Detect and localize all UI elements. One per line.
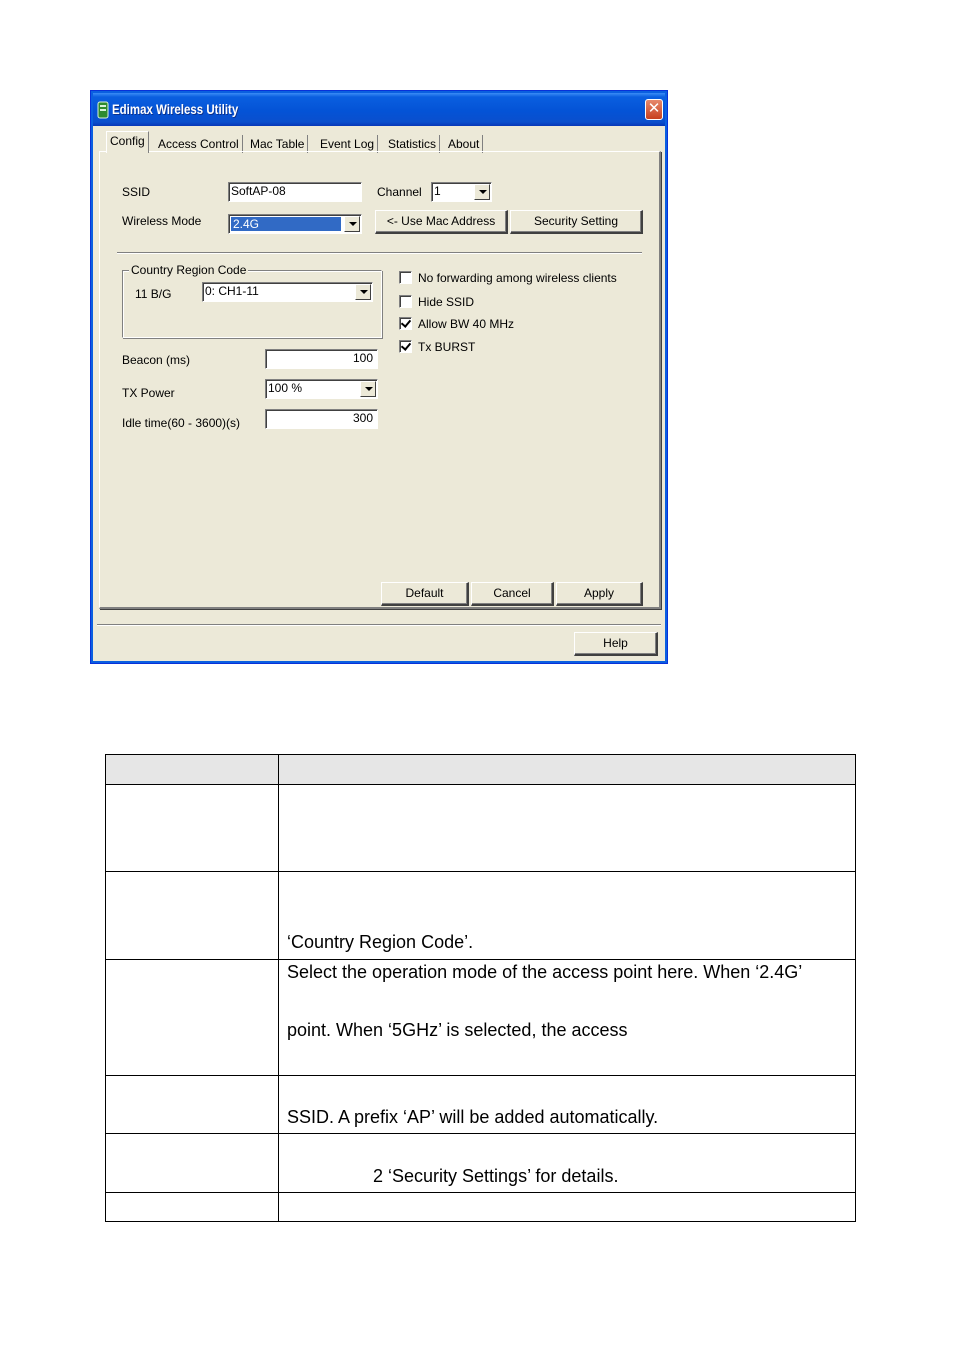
- title-bar[interactable]: [93, 93, 665, 126]
- table-header-cell: [106, 755, 279, 785]
- wireless-mode-value: 2.4G: [231, 217, 341, 231]
- table-item-cell: [106, 960, 279, 1076]
- table-row: [106, 872, 856, 960]
- cancel-button[interactable]: Cancel: [471, 582, 554, 606]
- table-description-cell: [279, 872, 856, 960]
- wireless-utility-window: [90, 90, 668, 664]
- tx-power-label: TX Power: [122, 386, 175, 400]
- table-item-cell: [106, 785, 279, 872]
- table-header-cell: [279, 755, 856, 785]
- channel-label: Channel: [377, 185, 422, 199]
- table-row: [106, 1134, 856, 1193]
- region-value: 0: CH1-11: [205, 284, 259, 298]
- allow-bw-40-checkbox[interactable]: [399, 317, 412, 330]
- chevron-down-icon[interactable]: [360, 381, 376, 397]
- idle-time-input[interactable]: 300: [265, 409, 378, 429]
- description-table: [105, 754, 856, 1222]
- window-client-area: [94, 126, 664, 660]
- table-text-line: 2 ‘Security Settings’ for details.: [373, 1166, 619, 1186]
- wireless-mode-label: Wireless Mode: [122, 214, 202, 228]
- ssid-input[interactable]: SoftAP-08: [228, 182, 362, 202]
- country-region-group: [122, 263, 382, 338]
- channel-select[interactable]: [431, 182, 492, 202]
- use-mac-address-button[interactable]: <- Use Mac Address: [375, 210, 508, 234]
- tab-about[interactable]: About: [445, 135, 483, 153]
- chevron-down-icon[interactable]: [355, 284, 371, 300]
- tab-config[interactable]: Config: [106, 131, 149, 153]
- hide-ssid-label: Hide SSID: [418, 295, 475, 309]
- table-text-line: point. When ‘5GHz’ is selected, the access: [287, 1020, 628, 1040]
- tx-burst-checkbox[interactable]: [399, 340, 412, 353]
- default-button[interactable]: Default: [381, 582, 469, 606]
- config-panel: [99, 151, 661, 609]
- wifi-app-icon: [97, 101, 109, 119]
- window-title: Edimax Wireless Utility: [112, 101, 239, 117]
- channel-value: 1: [434, 184, 441, 198]
- separator: [117, 252, 642, 254]
- table-description-cell: [279, 1134, 856, 1193]
- tx-power-value: 100 %: [268, 381, 303, 395]
- table-header-row: [106, 755, 856, 785]
- tx-power-select[interactable]: [265, 379, 378, 399]
- table-item-cell: [106, 1076, 279, 1134]
- tab-statistics[interactable]: Statistics: [385, 135, 440, 153]
- table-text-line: SSID. A prefix ‘AP’ will be added automatically.: [287, 1107, 659, 1127]
- beacon-input[interactable]: 100: [265, 349, 378, 369]
- security-setting-button[interactable]: Security Setting: [510, 210, 643, 234]
- allow-bw-40-label: Allow BW 40 MHz: [418, 317, 515, 331]
- table-row: [106, 785, 856, 872]
- table-row: [106, 1193, 856, 1222]
- chevron-down-icon[interactable]: [344, 216, 360, 232]
- country-region-legend: Country Region Code: [131, 263, 247, 277]
- close-icon[interactable]: ✕: [645, 99, 663, 120]
- table-description-cell: [279, 960, 856, 1076]
- tx-burst-label: Tx BURST: [418, 340, 476, 354]
- hide-ssid-checkbox[interactable]: [399, 295, 412, 308]
- idle-time-label: Idle time(60 - 3600)(s): [122, 416, 241, 430]
- table-text-line: Select the operation mode of the access point here. When ‘2.4G’: [287, 962, 803, 982]
- tab-event-log[interactable]: Event Log: [317, 135, 378, 153]
- ssid-label: SSID: [122, 185, 151, 199]
- apply-button[interactable]: Apply: [556, 582, 643, 606]
- band-label: 11 B/G: [135, 287, 172, 301]
- table-text-line: ‘Country Region Code’.: [287, 932, 474, 952]
- table-item-cell: [106, 1134, 279, 1193]
- region-select[interactable]: [202, 282, 373, 302]
- table-description-cell: [279, 785, 856, 872]
- help-button[interactable]: Help: [574, 632, 658, 656]
- chevron-down-icon[interactable]: [474, 184, 490, 200]
- table-description-cell: [279, 1193, 856, 1222]
- no-forwarding-label: No forwarding among wireless clients: [418, 271, 617, 285]
- table-item-cell: [106, 1193, 279, 1222]
- tab-mac-table[interactable]: Mac Table: [247, 135, 308, 153]
- wireless-mode-select[interactable]: [228, 214, 362, 234]
- table-row: [106, 960, 856, 1076]
- table-description-cell: [279, 1076, 856, 1134]
- tab-access-control[interactable]: Access Control: [155, 135, 243, 153]
- beacon-label: Beacon (ms): [122, 353, 191, 367]
- table-row: [106, 1076, 856, 1134]
- no-forwarding-checkbox[interactable]: [399, 271, 412, 284]
- table-item-cell: [106, 872, 279, 960]
